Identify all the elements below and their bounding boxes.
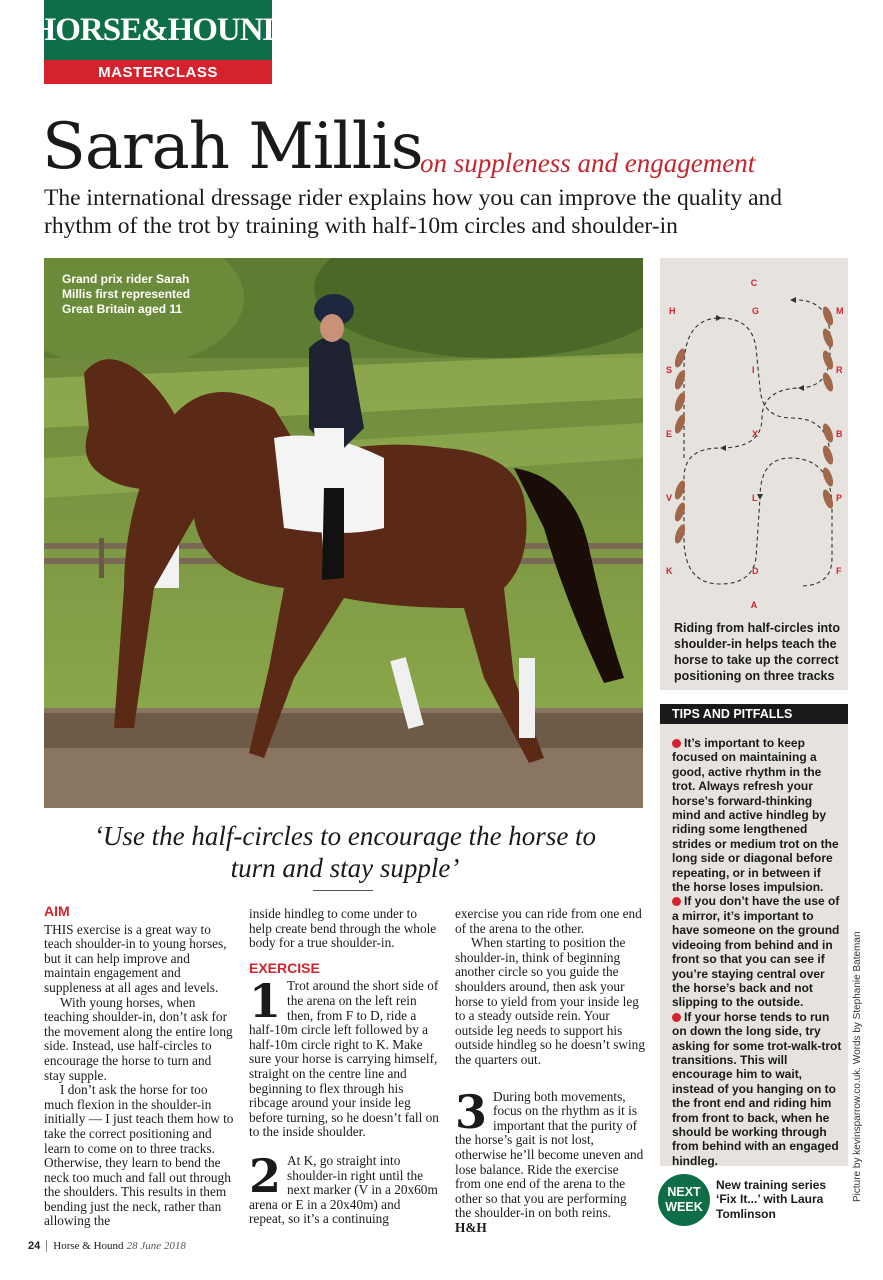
- marker-bottom: A: [750, 600, 758, 610]
- marker-centre: I: [752, 365, 755, 375]
- step-number: 1: [249, 974, 282, 1029]
- publication-name: Horse & Hound: [46, 1240, 123, 1252]
- step-text-body: During both movements, focus on the rhythm as it is important that the purity of the horse’s gait is not lost, otherwise he’ll become uneven and lose balance. Ride the exercise from one end of the arena to the other so that you are performing the shoulder-in on both reins.: [455, 1088, 644, 1221]
- standfirst: The international dressage rider explains how you can improve the quality and rhythm of the trot by training with half-10m circles and shoulder-in: [44, 185, 783, 239]
- exercise-step: [249, 974, 439, 1140]
- masthead-logo: HORSE&HOUND: [44, 0, 272, 60]
- next-week-badge: [658, 1174, 710, 1226]
- exercise-step: [249, 1148, 439, 1227]
- section-label: MASTERCLASS: [44, 60, 272, 84]
- badge-line: WEEK: [665, 1200, 703, 1214]
- body-paragraph: inside hindleg to come under to help create bend through the whole body for a true shoulder-in.: [249, 906, 437, 951]
- arena-diagram: [660, 258, 848, 618]
- marker-left: V: [666, 493, 673, 503]
- photo-caption: Grand prix rider Sarah Millis first represented Great Britain aged 11: [62, 272, 191, 316]
- step-number: 2: [249, 1148, 282, 1203]
- body-column-1: [44, 904, 234, 1229]
- body-paragraph: When starting to position the shoulder-in, think of beginning another circle so you guide the shoulders around, then ask your horse to yield from your inside leg to a steady outside rein. Your outside leg needs to support his outside hindleg so he doesn’t swing the quarters out.: [455, 935, 645, 1067]
- next-week-text: New training series ‘Fix It...’ with Laura Tomlinson: [716, 1178, 827, 1221]
- marker-centre: G: [752, 306, 760, 316]
- marker-left: K: [666, 566, 673, 576]
- tip-text: It’s important to keep focused on maintaining a good, active rhythm in the trot. Always refresh your horse’s forward-thinking mind and active hindleg by riding some lengthened strides or medium trot on the long side or diagonal before repeating, or in between if the horse loses impulsion.: [672, 736, 839, 895]
- tip-item: [672, 736, 842, 894]
- body-paragraph: With young horses, when teaching shoulder-in, don’t ask for the movement along the entire long side. Instead, use half-circles to encourage the horse to turn and stay supple.: [44, 994, 233, 1083]
- article-topic: on suppleness and engagement: [420, 148, 756, 178]
- bullet-icon: [672, 897, 681, 906]
- photo-credit: [848, 931, 870, 1202]
- marker-right: P: [836, 493, 843, 503]
- signoff: H&H: [455, 1219, 487, 1235]
- aim-heading: AIM: [44, 903, 70, 919]
- issue-date: 28 June 2018: [126, 1240, 186, 1252]
- tip-text: If you don’t have the use of a mirror, it’s important to have someone on the ground videoing from behind and in front so that you can see if you’re staying central over the horse’s back and not slipping to the outside.: [672, 894, 840, 1010]
- marker-right: R: [836, 365, 843, 375]
- pull-quote: ‘Use the half-circles to encourage the horse to turn and stay supple’: [93, 821, 597, 883]
- quote-divider: [313, 890, 373, 891]
- marker-centre: D: [752, 566, 759, 576]
- marker-right: B: [836, 429, 843, 439]
- page-folio: [28, 1240, 186, 1252]
- marker-right: M: [836, 306, 844, 316]
- marker-left: S: [666, 365, 673, 375]
- article-title: Sarah Millis: [42, 110, 423, 184]
- rider-photo: [44, 258, 643, 808]
- page-number: 24: [28, 1240, 41, 1252]
- tips-list: [672, 736, 842, 1168]
- step-number: 3: [455, 1084, 488, 1139]
- marker-centre: X: [752, 429, 759, 439]
- marker-left: E: [666, 429, 673, 439]
- badge-line: NEXT: [667, 1185, 701, 1199]
- diagram-caption: Riding from half-circles into shoulder-in helps teach the horse to take up the correct positioning on three tracks: [674, 621, 840, 683]
- step-text: Trot around the short side of the arena on the left rein then, from F to D, ride a half-10m circle left followed by a half-10m circle right to K. Make sure your horse is carrying himself, straight on the centre line and beginning to flex through his ribcage around your inside leg before turning, so he doesn’t fall on to the inside shoulder.: [249, 978, 439, 1140]
- tip-item: [672, 894, 842, 1009]
- step-text: At K, go straight into shoulder-in right until the next marker (V in a 20x60m arena or E in a 20x40m) and repeat, so it’s a continuing: [249, 1152, 438, 1227]
- bullet-icon: [672, 739, 681, 748]
- tip-text: If your horse tends to run on down the long side, try asking for some trot-walk-trot transitions. This will encourage him to wait, instead of you hanging on to the front end and riding him from front to back, when he should be working through from behind with an engaged hindleg.: [672, 1009, 842, 1168]
- marker-right: F: [836, 566, 842, 576]
- bullet-icon: [672, 1013, 681, 1022]
- marker-left: H: [669, 306, 676, 316]
- marker-top: C: [750, 278, 758, 288]
- horse-rider-illustration: [44, 258, 643, 808]
- body-column-2: [249, 907, 439, 1227]
- tip-item: [672, 1010, 842, 1168]
- exercise-heading: EXERCISE: [249, 959, 320, 976]
- tips-heading: TIPS AND PITFALLS: [660, 704, 848, 724]
- marker-centre: L: [752, 493, 758, 503]
- credit-text: Picture by kevinsparrow.co.uk. Words by Stephanie Bateman: [852, 931, 863, 1202]
- body-column-3: [455, 907, 645, 1235]
- exercise-step: [455, 1084, 645, 1236]
- body-paragraph: exercise you can ride from one end of the arena to the other.: [455, 906, 642, 936]
- body-paragraph: THIS exercise is a great way to teach shoulder-in to young horses, but it can help improve and maintain engagement and suppleness at all ages and levels.: [44, 921, 227, 995]
- body-paragraph: I don’t ask the horse for too much flexion in the shoulder-in initially — I just teach them how to take the correct positioning and learn to come on to three tracks. Otherwise, they learn to bend the neck too much and fall out through the shoulders. This results in them bending just the neck, rather than allowing the: [44, 1082, 234, 1229]
